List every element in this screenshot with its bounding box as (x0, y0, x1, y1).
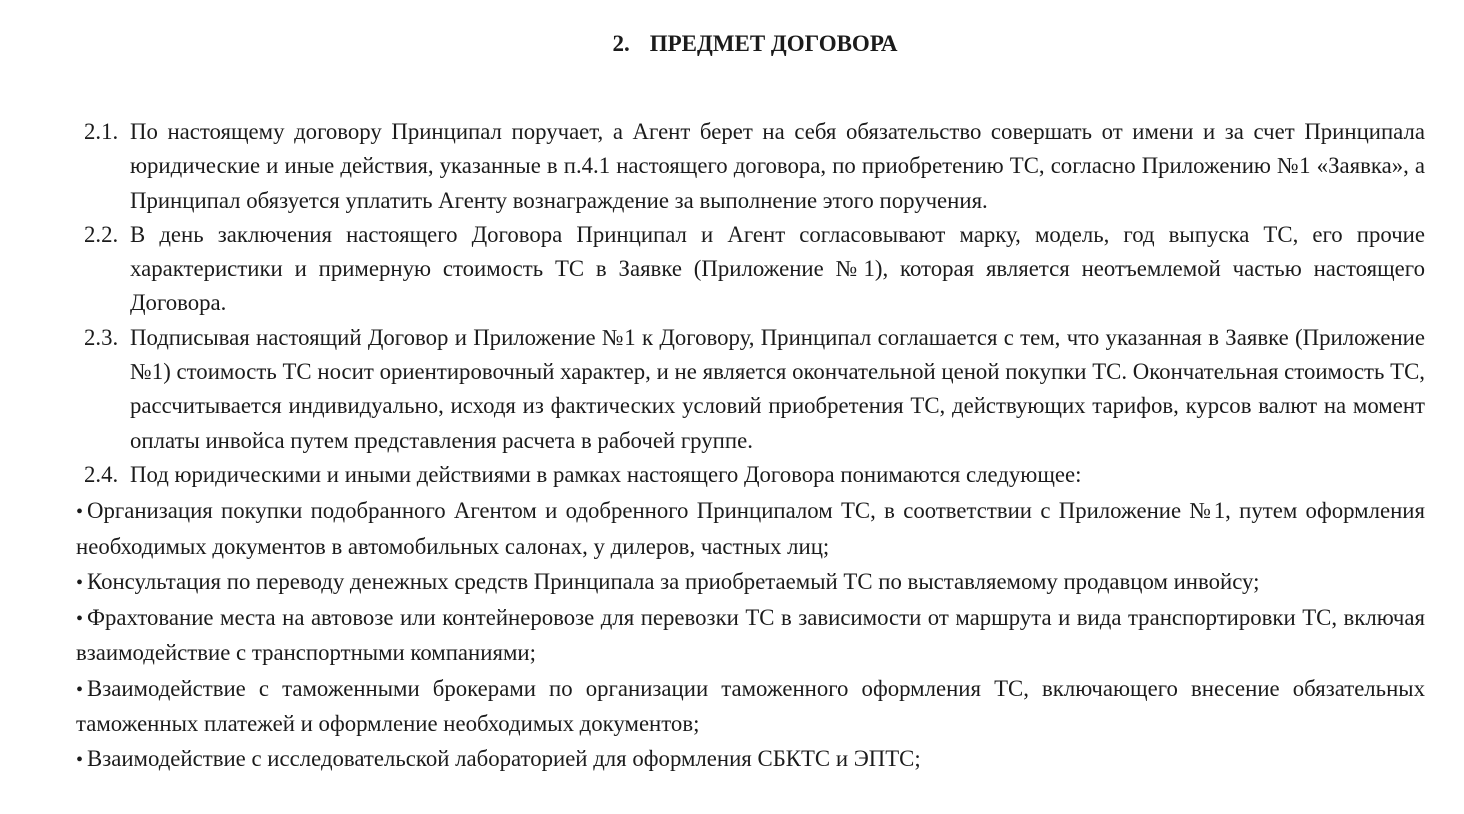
list-item (76, 494, 1425, 564)
clause-number: 2.2. (84, 221, 119, 247)
section-title: ПРЕДМЕТ ДОГОВОРА (649, 31, 898, 56)
clause-2-2 (76, 218, 1425, 321)
clause-text: В день заключения настоящего Договора Принципал и Агент согласовывают марку, модель, год выпуска ТС, его прочие характеристики и примерную стоимость ТС в Заявке (Приложение №1), которая является неотъемлемой частью настоящего Договора. (130, 221, 1425, 316)
list-item (76, 672, 1425, 742)
clause-number: 2.4. (84, 461, 119, 487)
list-item-text: Фрахтование места на автовозе или контейнеровозе для перевозки ТС в зависимости от маршрута и вида транспортировки ТС, включая взаимодействие с транспортными компаниями; (76, 605, 1425, 666)
clause-text: Подписывая настоящий Договор и Приложение №1 к Договору, Принципал соглашается с тем, что указанная в Заявке (Приложение №1) стоимость ТС носит ориентировочный характер, и не является окончательной ценой покупки ТС. Окончательная стоимость ТС, рассчитывается индивидуально, исходя из фактических условий приобретения ТС, действующих тарифов, курсов валют на момент оплаты инвойса путем представления расчета в рабочей группе. (130, 324, 1425, 453)
list-item-text: Взаимодействие с таможенными брокерами по организации таможенного оформления ТС, включающего внесение обязательных таможенных платежей и оформление необходимых документов; (76, 675, 1425, 737)
clause-2-4 (76, 458, 1425, 492)
list-item (76, 601, 1425, 671)
bullet-icon: • (76, 749, 84, 772)
list-item (76, 565, 1425, 600)
clause-number: 2.1. (84, 119, 119, 144)
clause-2-3 (76, 321, 1425, 458)
list-item-text: Консультация по переводу денежных средств Принципала за приобретаемый ТС по выставляемому продавцом инвойсу; (87, 568, 1260, 594)
list-item-text: Организация покупки подобранного Агентом и одобренного Принципалом ТС, в соответствии с Приложение №1, путем оформления необходимых документов в автомобильных салонах, у дилеров, частных лиц; (76, 498, 1425, 559)
bullet-icon: • (76, 678, 84, 701)
clause-2-1 (76, 115, 1425, 218)
list-item (76, 742, 1425, 777)
list-item-text: Взаимодействие с исследовательской лабораторией для оформления СБКТС и ЭПТС; (87, 746, 921, 772)
clause-text: По настоящему договору Принципал поручает, а Агент берет на себя обязательство совершать от имени и за счет Принципала юридические и иные действия, указанные в п.4.1 настоящего договора, по приобретению ТС, согласно Приложению №1 «Заявка», а Принципал обязуется уплатить Агенту вознаграждение за выполнение этого поручения. (130, 119, 1425, 213)
section-number: 2. (612, 31, 630, 56)
clause-number: 2.3. (84, 324, 119, 350)
bullet-icon: • (76, 571, 84, 594)
clause-text: Под юридическими и иными действиями в рамках настоящего Договора понимаются следующее: (130, 461, 1082, 487)
section-heading (0, 28, 1464, 60)
bullet-icon: • (76, 608, 84, 631)
contract-body (76, 115, 1425, 778)
bullet-icon: • (76, 501, 84, 524)
action-bullet-list (76, 494, 1425, 777)
